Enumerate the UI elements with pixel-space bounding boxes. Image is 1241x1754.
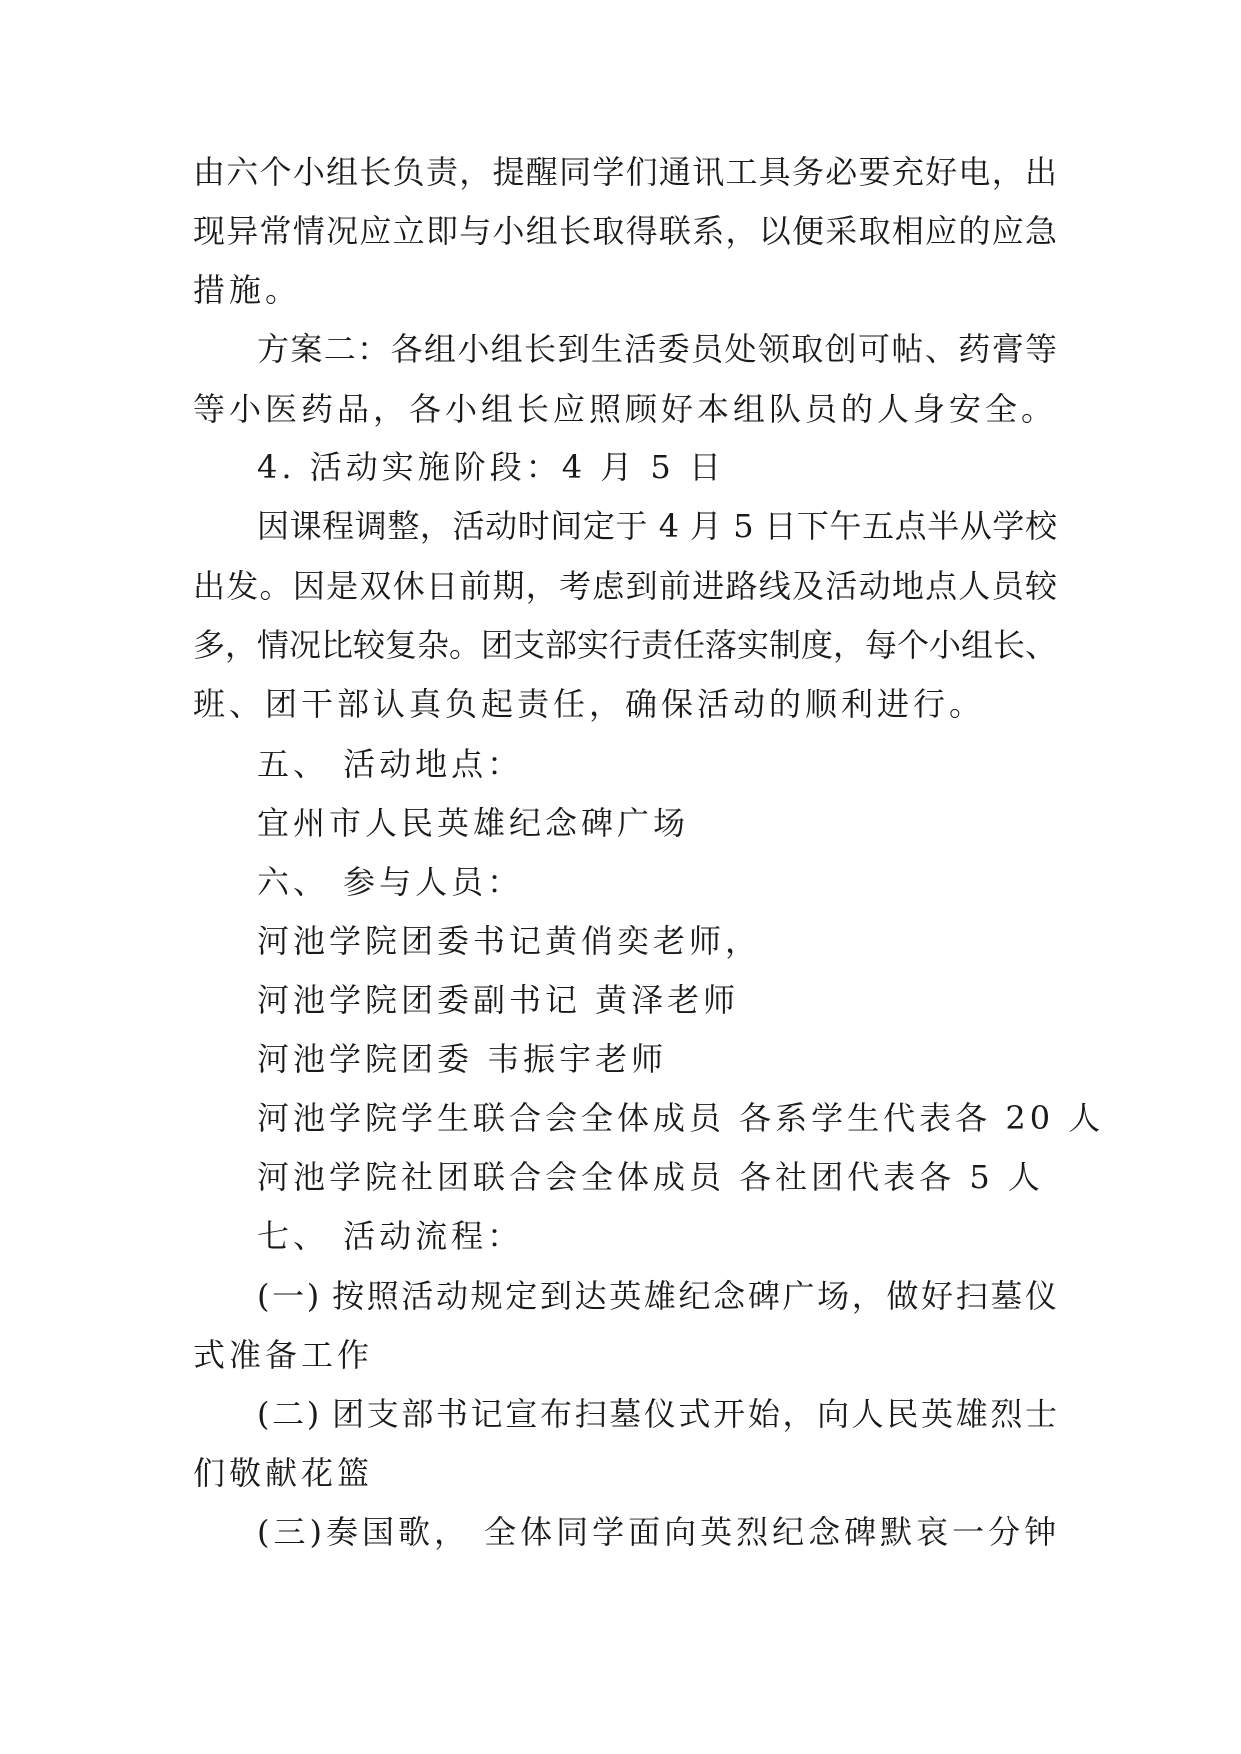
body-line: 出发。因是双休日前期，考虑到前进路线及活动地点人员较 xyxy=(193,567,1057,605)
body-line: 措施。 xyxy=(193,271,302,309)
body-line: 式准备工作 xyxy=(193,1336,374,1374)
section-heading: 六、 参与人员： xyxy=(257,863,524,901)
participant-line: 河池学院团委副书记 黄泽老师 xyxy=(257,981,740,1019)
process-step: (一) 按照活动规定到达英雄纪念碑广场，做好扫墓仪 xyxy=(257,1277,1057,1315)
body-line: 宜州市人民英雄纪念碑广场 xyxy=(257,804,690,842)
body-line: 等小医药品，各小组长应照顾好本组队员的人身安全。 xyxy=(193,390,1058,428)
body-line: 方案二：各组小组长到生活委员处领取创可帖、药膏等 xyxy=(257,330,1057,368)
participant-line: 河池学院社团联合会全体成员 各社团代表各 5 人 xyxy=(257,1158,1044,1196)
body-line: 由六个小组长负责，提醒同学们通讯工具务必要充好电，出 xyxy=(193,153,1057,191)
section-heading: 七、 活动流程： xyxy=(257,1217,524,1255)
body-line: 因课程调整，活动时间定于 4 月 5 日下午五点半从学校 xyxy=(257,507,1057,545)
body-line: 们敬献花篮 xyxy=(193,1454,374,1492)
process-step: (三)奏国歌， 全体同学面向英烈纪念碑默哀一分钟 xyxy=(257,1513,1061,1551)
participant-line: 河池学院学生联合会全体成员 各系学生代表各 20 人 xyxy=(257,1099,1105,1137)
participant-line: 河池学院团委书记黄俏奕老师， xyxy=(257,922,762,960)
process-step: (二) 团支部书记宣布扫墓仪式开始，向人民英雄烈士 xyxy=(257,1395,1057,1433)
body-line: 班、团干部认真负起责任，确保活动的顺利进行。 xyxy=(193,685,986,723)
body-line: 现异常情况应立即与小组长取得联系，以便采取相应的应急 xyxy=(193,212,1057,250)
participant-line: 河池学院团委 韦振宇老师 xyxy=(257,1040,668,1078)
section-heading: 五、 活动地点： xyxy=(257,745,524,783)
section-heading: 4. 活动实施阶段：4 月 5 日 xyxy=(257,448,725,486)
body-line: 多，情况比较复杂。团支部实行责任落实制度，每个小组长、 xyxy=(193,626,1058,664)
